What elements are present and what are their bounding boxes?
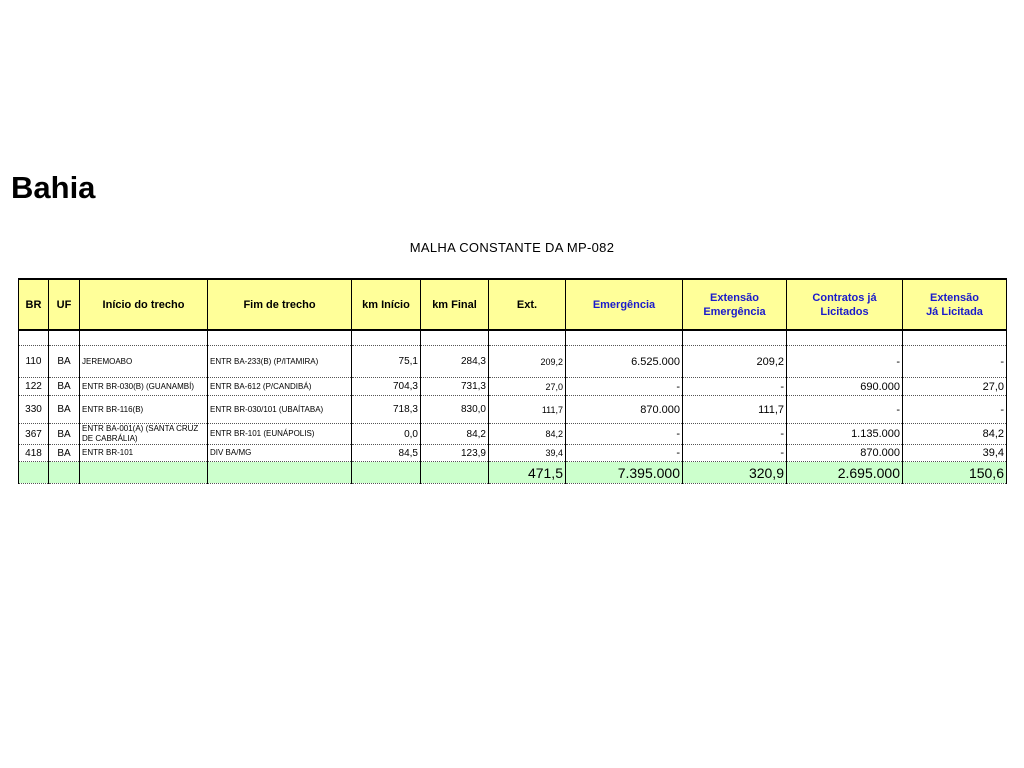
total-cell: [49, 462, 80, 484]
table-cell: -: [566, 445, 683, 462]
table-cell: 84,5: [352, 445, 421, 462]
table-cell: 704,3: [352, 378, 421, 396]
column-header: UF: [49, 279, 80, 330]
column-header: Ext.: [489, 279, 566, 330]
column-header: km Final: [421, 279, 489, 330]
table-cell: ENTR BA-001(A) (SANTA CRUZ DE CABRÁLIA): [80, 424, 208, 445]
table-cell: ENTR BR-030(B) (GUANAMBÍ): [80, 378, 208, 396]
table-row: [19, 378, 1007, 396]
table-cell: ENTR BR-101 (EUNÁPOLIS): [208, 424, 352, 445]
table-row: [19, 424, 1007, 445]
table-cell: ENTR BR-116(B): [80, 396, 208, 424]
table-cell: 690.000: [787, 378, 903, 396]
table-cell: DIV BA/MG: [208, 445, 352, 462]
table-cell: 84,2: [421, 424, 489, 445]
table-cell: -: [683, 445, 787, 462]
total-cell: 320,9: [683, 462, 787, 484]
column-header: Emergência: [566, 279, 683, 330]
table-cell: -: [787, 396, 903, 424]
data-table: [18, 278, 1007, 484]
table-cell: ENTR BA-612 (P/CANDIBÁ): [208, 378, 352, 396]
total-cell: 7.395.000: [566, 462, 683, 484]
table-cell: 84,2: [903, 424, 1007, 445]
column-header: BR: [19, 279, 49, 330]
table-cell: -: [683, 378, 787, 396]
table-cell: 84,2: [489, 424, 566, 445]
table-cell: 367: [19, 424, 49, 445]
table-row: [19, 346, 1007, 378]
table-cell: BA: [49, 346, 80, 378]
table-cell: 6.525.000: [566, 346, 683, 378]
table-row: [19, 396, 1007, 424]
table-cell: ENTR BR-101: [80, 445, 208, 462]
column-header: km Início: [352, 279, 421, 330]
table-cell: -: [683, 424, 787, 445]
table-cell: 75,1: [352, 346, 421, 378]
table-cell: 39,4: [489, 445, 566, 462]
table-cell: 110: [19, 346, 49, 378]
table-cell: ENTR BA-233(B) (P/ITAMIRA): [208, 346, 352, 378]
column-header: Início do trecho: [80, 279, 208, 330]
table-title: MALHA CONSTANTE DA MP-082: [409, 240, 615, 255]
table-cell: 123,9: [421, 445, 489, 462]
total-cell: [208, 462, 352, 484]
table-cell: BA: [49, 396, 80, 424]
column-header: Extensão Emergência: [683, 279, 787, 330]
table-row: [19, 445, 1007, 462]
column-header: Contratos já Licitados: [787, 279, 903, 330]
table-cell: -: [903, 346, 1007, 378]
table-cell: 27,0: [489, 378, 566, 396]
table-cell: 27,0: [903, 378, 1007, 396]
table-cell: BA: [49, 445, 80, 462]
table-cell: 330: [19, 396, 49, 424]
table-cell: 39,4: [903, 445, 1007, 462]
table-cell: 1.135.000: [787, 424, 903, 445]
table-cell: JEREMOABO: [80, 346, 208, 378]
table-cell: 0,0: [352, 424, 421, 445]
total-cell: 150,6: [903, 462, 1007, 484]
table-cell: 111,7: [683, 396, 787, 424]
total-cell: 471,5: [489, 462, 566, 484]
table-cell: 418: [19, 445, 49, 462]
blank-row: [19, 330, 1007, 346]
column-header: Extensão Já Licitada: [903, 279, 1007, 330]
table-cell: 284,3: [421, 346, 489, 378]
table-cell: 731,3: [421, 378, 489, 396]
table-cell: 122: [19, 378, 49, 396]
table-cell: 209,2: [683, 346, 787, 378]
table-cell: 718,3: [352, 396, 421, 424]
total-cell: [19, 462, 49, 484]
page-title: Bahia: [11, 170, 96, 205]
table-cell: 111,7: [489, 396, 566, 424]
total-cell: [80, 462, 208, 484]
table-cell: BA: [49, 424, 80, 445]
table-cell: -: [566, 378, 683, 396]
table-cell: 870.000: [566, 396, 683, 424]
total-cell: 2.695.000: [787, 462, 903, 484]
table-cell: ENTR BR-030/101 (UBAÍTABA): [208, 396, 352, 424]
table-cell: -: [903, 396, 1007, 424]
total-cell: [352, 462, 421, 484]
total-cell: [421, 462, 489, 484]
table-cell: BA: [49, 378, 80, 396]
table-cell: -: [787, 346, 903, 378]
table-cell: 830,0: [421, 396, 489, 424]
table-cell: -: [566, 424, 683, 445]
table-cell: 870.000: [787, 445, 903, 462]
totals-row: [19, 462, 1007, 484]
table-cell: 209,2: [489, 346, 566, 378]
column-header: Fim de trecho: [208, 279, 352, 330]
